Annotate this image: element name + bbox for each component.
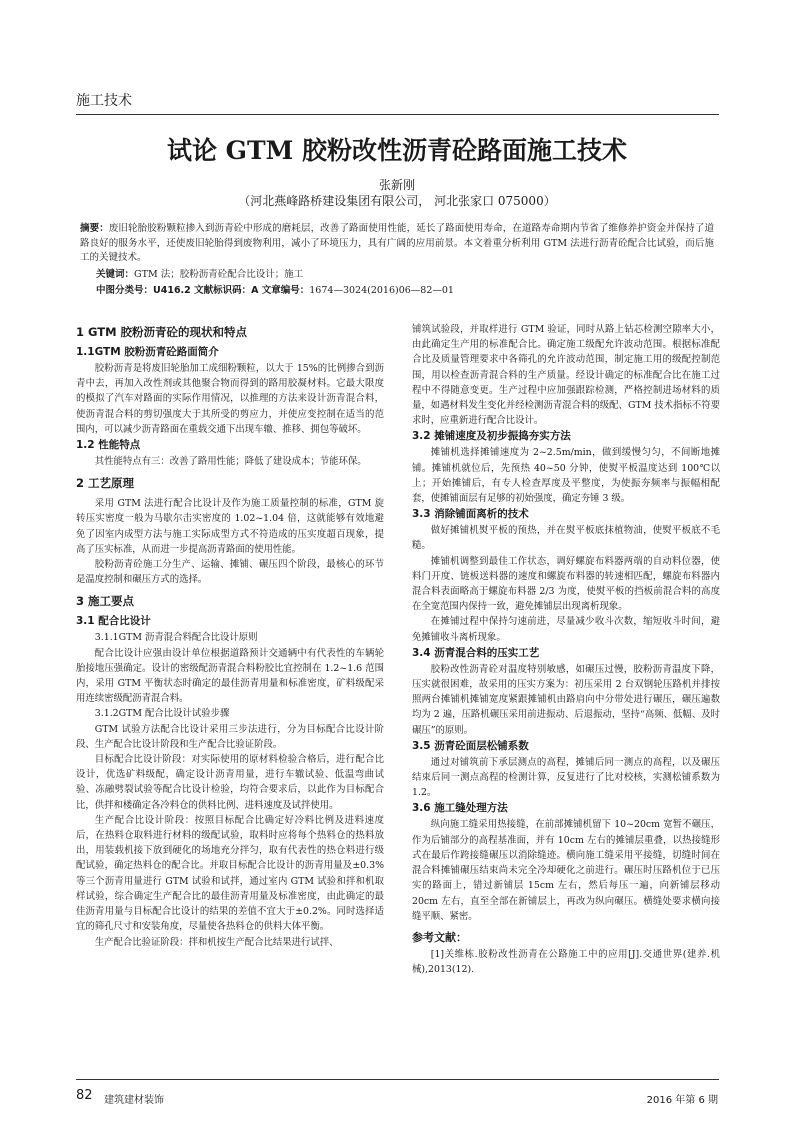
section-2-heading: 2 工艺原理 <box>76 476 135 491</box>
paragraph: 摊铺机调整到最佳工作状态，调好螺旋布料器两端的自动料位器，使料门开度、链板送料器的速度和螺旋布料器的转速相匹配，螺旋布料器内混合料表面略高于螺旋布料器 2/3 为度，使熨平板的挡板前混合料的高度在全宽范围内保持一致，避免摊铺层出现离析现象。 <box>412 555 720 613</box>
paragraph: 配合比设计应强由设计单位根据道路预计交通辆中有代表性的车辆轮胎接地压强确定。设计的密级配沥青混合料粉胶比宜控制在 1.2~1.6 范围内，采用 GTM 平衡状态时确定的最佳沥青用量和标准密度，矿料级配采用连续密级配沥青混合料。 <box>76 647 384 705</box>
paper-title: 试论 GTM 胶粉改性沥青砼路面施工技术 <box>166 136 628 165</box>
issue-label: 2016 年第 6 期 <box>646 1095 718 1106</box>
abstract-text: 废旧轮胎胶粉颗粒掺入到沥青砼中形成的磨耗层，改善了路面使用性能，延长了路面使用寿命，在道路寿命期内节省了维修养护资金并保持了道路良好的服务水平，还使废旧轮胎得到废物利用，减小了环境压力，具有广阔的应用前景。本文着重分析利用 GTM 法进行沥青砼配合比试验，而后施工的关键技术。 <box>80 223 714 263</box>
paragraph: 通过对铺筑前下承层测点的高程，摊铺后同一测点的高程，以及碾压结束后同一测点高程的检测计算，反复进行了比对校核，实测松铺系数为 1.2。 <box>412 756 720 799</box>
journal-name: 建筑建材装饰 <box>104 1095 164 1106</box>
doc-code-value: A <box>251 285 259 296</box>
keywords-text: GTM 法；胶粉沥青砼配合比设计；施工 <box>134 269 304 280</box>
paragraph: 胶粉沥青砼施工分生产、运输、摊铺、碾压四个阶段，最核心的环节是温度控制和碾压方式的选择。 <box>76 559 384 586</box>
subsection-3-1-1-heading: 3.1.1GTM 沥青混合料配合比设计原则 <box>94 632 258 644</box>
author-affiliation: （河北燕峰路桥建设集团有限公司， 河北张家口 075000） <box>238 194 556 208</box>
paragraph: 纵向施工缝采用热接缝，在前部摊铺机留下 10~20cm 宽暂不碾压，作为后铺部分的高程基准面，并有 10cm 左右的摊铺层重叠，以热接缝形式在最后作跨接缝碾压以消除缝迹。横向施工缝采用平接缝，切缝时间在混合料摊铺碾压结束尚未完全冷却硬化之前进行。碾压时压路机位于已压实的路面上，错过新铺层 15cm 左右，然后每压一遍，向新铺层移动 20cm 左右，直至全部在新铺层上，再改为纵向碾压。横缝处要求横向接缝平顺、紧密。 <box>412 819 720 922</box>
page-number: 82 <box>76 1088 93 1103</box>
paragraph: 胶粉改性沥青砼对温度特别敏感，如碾压过慢，胶粉沥青温度下降，压实就很困难，故采用的压实方案为：初压采用 2 台双钢轮压路机并排按照两台摊铺机摊铺宽度紧跟摊铺机由路肩向中分带处进行碾压，碾压遍数均为 2 遍，压路机碾压采用前进振动、后退振动，坚持“高频、低幅、及时碾压”的原则。 <box>412 663 720 736</box>
references-heading: 参考文献： <box>412 930 467 944</box>
keywords-label: 关键词： <box>96 269 135 280</box>
paragraph: 生产配合比验证阶段：拌和机按生产配合比结果进行试拌、 <box>94 936 339 948</box>
paragraph: 生产配合比设计阶段：按照目标配合比确定好冷料比例及进料速度后，在热料仓取料进行材料的级配试验，取料时应将每个热料仓的热料放出，用装载机接下放到硬化的场地充分拌匀，取有代表性的热仓料进行级配试验，确定热料仓的配合比。并取目标配合比设计的沥青用量及±0.3%等三个沥青用量进行 GTM 试验和试拌，通过室内 GTM 试验和拌和机取样试验，综合确定生产配合比的最佳沥青用量及标准密度，由此确定的最佳沥青用量与目标配合比设计的结果的差值不宜大于±0.2%。同时选择适宜的筛孔尺寸和安装角度，尽量使各热料仓的供料大体平衡。 <box>76 814 384 933</box>
section-3-3-heading: 3.3 消除铺面离析的技术 <box>412 508 529 521</box>
section-3-2-heading: 3.2 摊铺速度及初步振捣夯实方法 <box>412 430 571 443</box>
article-no-value: 1674—3024(2016)06—82—01 <box>309 285 454 296</box>
abstract <box>80 222 714 266</box>
section-label: 施工技术 <box>76 93 132 109</box>
keywords <box>96 268 716 282</box>
paragraph: 铺筑试验段，并取样进行 GTM 验证，同时从路上钻芯检测空隙率大小，由此确定生产用的标准配合比。确定施工级配允许波动范围。根据标准配合比及质量管理要求中各筛孔的允许波动范围，制定施工用的级配控制范围，用以检查沥青混合料的生产质量。经设计确定的标准配合比在施工过程中不得随意变更。生产过程中应加强跟踪检测，严格控制进场材料的质量，如遇材料发生变化并经检测沥青混合料的级配、GTM 技术指标不符要求时，应重新进行配合比设计。 <box>412 324 720 427</box>
clc-value: U416.2 <box>153 285 191 296</box>
footer-divider <box>76 1079 719 1080</box>
paragraph: 胶粉沥青是将废旧轮胎加工成细粉颗粒，以大于 15%的比例掺合到沥青中去，再加入改性剂或其他聚合物而得到的路用胶凝材料。它最大限度的模拟了汽车对路面的实际作用情况，以推理的方法来设计沥青混合料，使沥青混合料的剪切强度大于其所受的剪应力，并使应变控制在适当的范围内，可以减少沥青路面在重载交通下出现车辙、推移、拥包等破坏。 <box>76 363 384 435</box>
paragraph: 其性能特点有三：改善了路用性能；降低了建设成本；节能环保。 <box>94 456 367 468</box>
article-no-label: 文章编号： <box>258 285 310 296</box>
author-name: 张新刚 <box>378 178 415 192</box>
paragraph: 摊铺机选择摊铺速度为 2~2.5m/min，做到缓慢匀匀，不间断地摊铺。摊铺机就位后，先预热 40~50 分钟，使熨平板温度达到 100℃以上；开始摊铺后，有专人检查厚度及平整度，为使振夯频率与振幅相配套，使摊铺面层有足够的初始强度，确定夯锤 3 级。 <box>412 447 720 505</box>
right-column <box>412 322 720 978</box>
section-1-heading: 1 GTM 胶粉沥青砼的现状和特点 <box>76 325 248 339</box>
section-1-2-heading: 1.2 性能特点 <box>76 439 141 452</box>
section-1-1-heading: 1.1GTM 胶粉沥青砼路面简介 <box>76 346 219 358</box>
section-3-1-heading: 3.1 配合比设计 <box>76 615 151 628</box>
paragraph: 目标配合比设计阶段：对实际使用的原材料检验合格后，进行配合比设计，优选矿料级配，确定设计沥青用量，进行车辙试验、低温弯曲试验、冻融劈裂试验等配合比设计检验，均符合要求后，以此作为目标配合比，供拌和楼确定各冷料仓的供料比例、进料速度及试拌使用。 <box>76 754 384 811</box>
header-divider <box>76 114 719 115</box>
reference-item: [1]关维栋.胶粉改性沥青在公路施工中的应用[J].交通世界(建养.机械),2013(12). <box>412 949 720 976</box>
abstract-label: 摘要： <box>80 223 109 234</box>
paragraph: 在摊铺过程中保持匀速前进，尽量减少收斗次数，缩短收斗时间，避免摊铺收斗离析现象。 <box>412 616 720 643</box>
paragraph: GTM 试验方法配合比设计采用三步法进行，分为目标配合比设计阶段、生产配合比设计阶段和生产配合比验证阶段。 <box>76 723 384 750</box>
clc-label: 中图分类号： <box>96 285 154 296</box>
section-3-4-heading: 3.4 沥青混合料的压实工艺 <box>412 646 540 659</box>
paragraph: 做好摊铺机熨平板的预热，并在熨平板底抹植物油，使熨平板底不毛糙。 <box>412 525 720 552</box>
left-column <box>76 322 384 950</box>
section-3-heading: 3 施工要点 <box>76 594 135 609</box>
classification-line <box>96 284 716 298</box>
subsection-3-1-2-heading: 3.1.2GTM 配合比设计试验步骤 <box>94 708 230 720</box>
section-3-6-heading: 3.6 施工缝处理方法 <box>412 802 508 815</box>
paragraph: 采用 GTM 法进行配合比设计及作为施工质量控制的标准，GTM 旋转压实密度一般为马歇尔击实密度的 1.02~1.04 倍，这就能够有效地避免了因室内成型方法与施工实际成型方式不符造成的压实度超百现象，提高了压实标准，从而进一步提高沥青路面的使用性能。 <box>76 498 384 555</box>
section-3-5-heading: 3.5 沥青砼面层松铺系数 <box>412 739 529 752</box>
doc-code-label: 文献标识码： <box>190 285 252 296</box>
